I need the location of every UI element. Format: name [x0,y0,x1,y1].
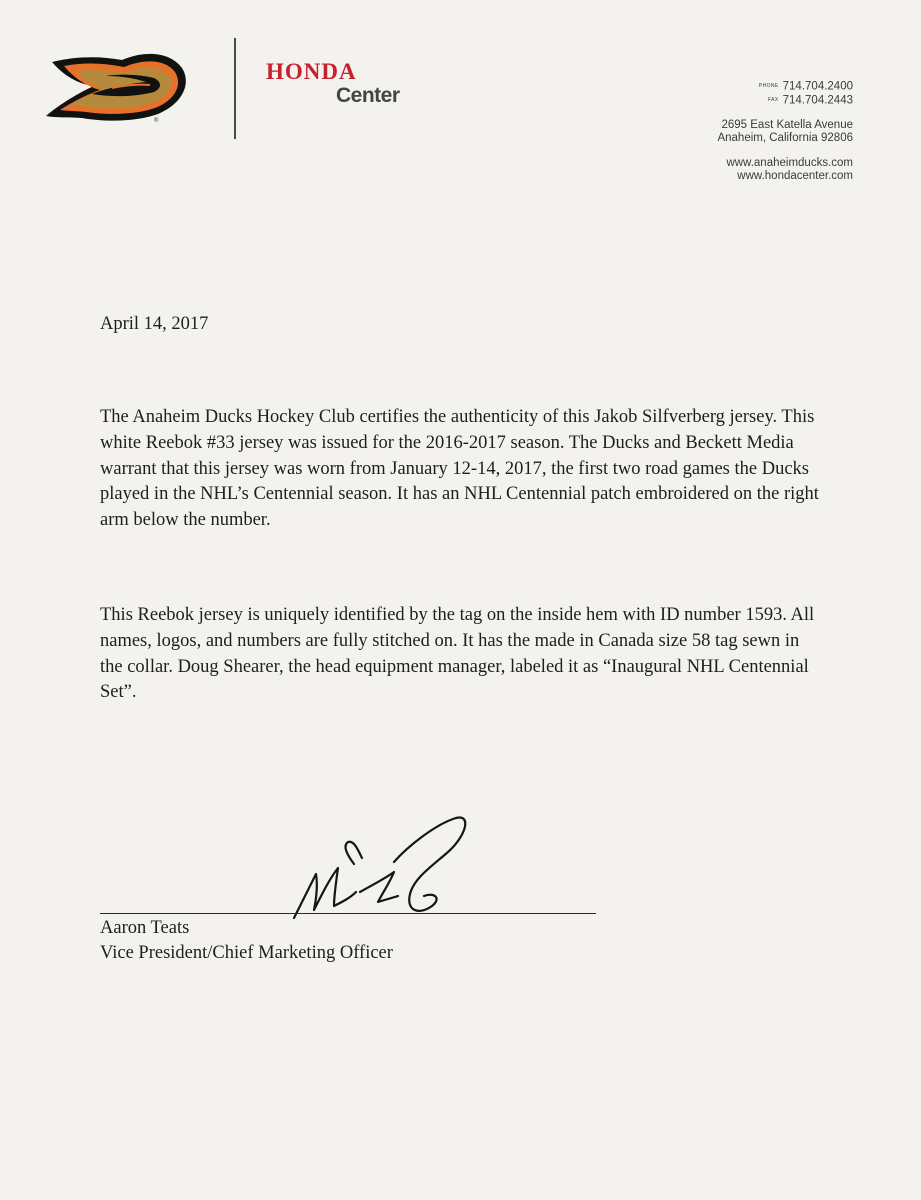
signer-title: Vice President/Chief Marketing Officer [100,943,393,963]
letter-date: April 14, 2017 [100,314,209,334]
header-divider [234,38,236,139]
phone-label: PHONE [758,83,779,89]
honda-wordmark: HONDA [266,59,357,84]
fax-number: 714.704.2443 [782,94,853,107]
handwritten-signature-icon [286,806,476,924]
body-paragraph-2: This Reebok jersey is uniquely identified by the tag on the inside hem with ID number 1593. All names, logos, and numbers are fully stitched on. It has the made in Canada size 58 tag sewn in the collar. Doug Shearer, the head equipment manager, labeled it as “Inaugural NHL Centennial Set”. [100,605,815,703]
fax-label: FAX [767,96,779,103]
phone-number: 714.704.2400 [782,80,853,93]
anaheim-ducks-logo-icon [42,42,188,126]
center-wordmark: Center [336,84,400,107]
phone-row [717,80,853,94]
contact-block [717,80,853,183]
signature-line [100,913,596,914]
address-line-2: Anaheim, California 92806 [717,132,853,145]
signer-name: Aaron Teats [100,918,190,938]
website-honda-center: www.hondacenter.com [737,170,853,183]
body-paragraph-1: The Anaheim Ducks Hockey Club certifies the authenticity of this Jakob Silfverberg jersey. This white Reebok #33 jersey was issued for the 2016-2017 season. The Ducks and Beckett Media warrant that this jersey was worn from January 12-14, 2017, the first two road games the Ducks played in the NHL’s Centennial season. It has an NHL Centennial patch embroidered on the right arm below the number. [100,407,819,531]
svg-text:®: ® [154,118,159,124]
website-ducks: www.anaheimducks.com [726,157,853,170]
fax-row [717,94,853,108]
address-line-1: 2695 East Katella Avenue [721,119,853,132]
honda-center-logo [266,60,426,108]
